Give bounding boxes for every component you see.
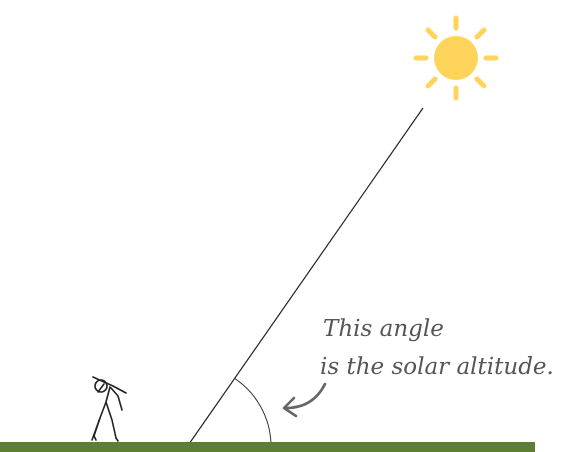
golfer-icon xyxy=(92,377,126,441)
angle-arc xyxy=(234,378,271,444)
ground-bar xyxy=(0,442,535,452)
sun-icon xyxy=(416,18,496,98)
sun-disc xyxy=(434,36,478,80)
arrow-icon xyxy=(284,384,325,416)
sunlight-line xyxy=(189,108,423,444)
annotation-line-1: This angle xyxy=(323,316,444,342)
annotation-line-2: is the solar altitude. xyxy=(320,354,554,380)
